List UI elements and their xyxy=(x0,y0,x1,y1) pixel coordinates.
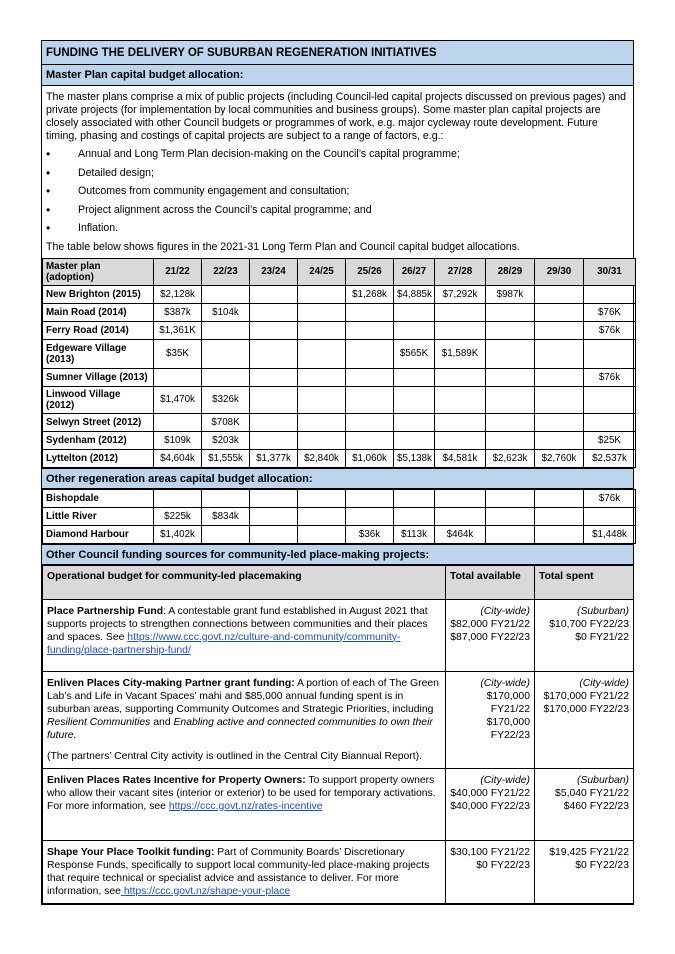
budget-cell: $113k xyxy=(394,525,435,543)
table-row xyxy=(43,413,636,431)
budget-cell: $203k xyxy=(202,431,250,449)
budget-cell xyxy=(250,525,298,543)
budget-cell: $25K xyxy=(584,431,636,449)
table-header-row xyxy=(43,258,636,285)
budget-cell: $708K xyxy=(202,413,250,431)
table-row xyxy=(43,840,634,903)
fund-link[interactable]: https://www.ccc.govt.nz/culture-and-community/community-funding/place-partnership-fund/ xyxy=(47,631,401,656)
fund-title: Shape Your Place Toolkit funding: xyxy=(47,846,215,858)
budget-cell xyxy=(202,525,250,543)
budget-cell xyxy=(202,368,250,386)
budget-cell: $5,138k xyxy=(394,449,435,467)
amount-value: $0 FY22/23 xyxy=(476,859,530,871)
budget-cell xyxy=(346,386,394,413)
budget-cell xyxy=(154,413,202,431)
fund-description xyxy=(43,671,446,768)
total-available-cell xyxy=(446,768,535,840)
fund-text: and xyxy=(150,716,174,728)
budget-cell: $565K xyxy=(394,339,435,368)
budget-cell xyxy=(250,368,298,386)
table-row xyxy=(43,431,636,449)
amount-value: $0 FY22/23 xyxy=(575,859,629,871)
row-label: New Brighton (2015) xyxy=(43,285,154,303)
amount-value: $40,000 FY22/23 xyxy=(450,800,530,812)
table-row xyxy=(43,285,636,303)
budget-cell xyxy=(394,489,435,507)
fund-text: Part of Community Boards’ Discretionary Response Funds, specifically to support local community-led place-making projects that require technical or specialist advice and assistance to deliver. For more information, see xyxy=(47,846,430,897)
budget-cell xyxy=(346,431,394,449)
fund-title: Enliven Places City-making Partner grant funding: xyxy=(47,677,295,689)
budget-cell xyxy=(394,413,435,431)
budget-cell: $2,623k xyxy=(486,449,535,467)
budget-cell xyxy=(298,386,346,413)
budget-cell: $36k xyxy=(346,525,394,543)
fund-text: A portion of each of The Green Lab’s and Life in Vacant Spaces’ mahi and $85,000 annual funding spent is in suburban areas, supporting Community Outcomes and Strategic Priorities, including xyxy=(47,677,439,715)
header-cell: 27/28 xyxy=(435,258,486,285)
fund-link[interactable]: https://ccc.govt.nz/rates-incentive xyxy=(168,800,323,812)
budget-cell xyxy=(486,431,535,449)
scope-label: (Suburban) xyxy=(577,774,629,786)
row-label: Linwood Village (2012) xyxy=(43,386,154,413)
budget-cell xyxy=(435,321,486,339)
budget-cell xyxy=(394,368,435,386)
budget-cell xyxy=(435,431,486,449)
budget-cell xyxy=(298,525,346,543)
budget-cell xyxy=(202,339,250,368)
row-label: Sumner Village (2013) xyxy=(43,368,154,386)
budget-cell: $326k xyxy=(202,386,250,413)
budget-cell xyxy=(298,285,346,303)
budget-cell: $2,128k xyxy=(154,285,202,303)
other-areas-table xyxy=(42,489,636,544)
table-row xyxy=(43,386,636,413)
budget-cell xyxy=(486,303,535,321)
budget-cell xyxy=(535,368,584,386)
intro-block xyxy=(42,86,633,238)
budget-cell: $4,581k xyxy=(435,449,486,467)
budget-cell xyxy=(486,489,535,507)
total-available-cell xyxy=(446,671,535,768)
intro-paragraph: The master plans comprise a mix of public projects (including Council-led capital projects discussed on previous pages) and private projects (for implementation by local communities and business groups). Some master plan capital projects are closely associated with other Council budgets or programmes of work, e.g. major cycleway route development. Future timing, phasing and costings of capital projects are subject to a range of factors, e.g.: xyxy=(46,91,626,142)
budget-cell: $1,268k xyxy=(346,285,394,303)
budget-cell: $1,589K xyxy=(435,339,486,368)
budget-cell xyxy=(298,489,346,507)
budget-cell xyxy=(394,507,435,525)
list-item: • Detailed design; xyxy=(46,164,629,183)
budget-cell xyxy=(535,525,584,543)
total-spent-cell xyxy=(535,671,634,768)
scope-label: (City-wide) xyxy=(579,677,629,689)
table-note: The table below shows figures in the 2021-31 Long Term Plan and Council capital budget allocations. xyxy=(46,240,520,253)
row-label: Selwyn Street (2012) xyxy=(43,413,154,431)
budget-cell: $1,402k xyxy=(154,525,202,543)
budget-cell xyxy=(486,386,535,413)
budget-cell xyxy=(394,321,435,339)
total-spent-cell xyxy=(535,840,634,903)
amount-value: $40,000 FY21/22 xyxy=(450,787,530,799)
fund-title: Enliven Places Rates Incentive for Property Owners: xyxy=(47,774,306,786)
budget-cell xyxy=(394,386,435,413)
table-row xyxy=(43,489,636,507)
fund-title: Place Partnership Fund xyxy=(47,605,164,617)
header-cell: Total spent xyxy=(535,565,634,599)
amount-value: $170,000 FY22/23 xyxy=(543,703,629,715)
budget-cell xyxy=(154,368,202,386)
budget-cell xyxy=(346,489,394,507)
budget-cell xyxy=(298,339,346,368)
budget-cell xyxy=(535,339,584,368)
header-cell: Master plan (adoption) xyxy=(43,258,154,285)
amount-value: $87,000 FY22/23 xyxy=(450,631,530,643)
budget-cell xyxy=(535,413,584,431)
row-label: Little River xyxy=(43,507,154,525)
budget-cell xyxy=(435,489,486,507)
header-cell: Total available xyxy=(446,565,535,599)
table-row xyxy=(43,768,634,840)
list-item: • Inflation. xyxy=(46,219,629,238)
budget-cell xyxy=(298,303,346,321)
table-row xyxy=(43,449,636,467)
budget-cell xyxy=(346,507,394,525)
table-row xyxy=(43,599,634,671)
budget-cell xyxy=(435,413,486,431)
budget-cell xyxy=(486,413,535,431)
budget-cell xyxy=(346,339,394,368)
budget-cell xyxy=(346,303,394,321)
list-item: • Project alignment across the Council’s capital programme; and xyxy=(46,201,629,220)
budget-cell: $4,604k xyxy=(154,449,202,467)
budget-cell xyxy=(435,386,486,413)
budget-cell xyxy=(250,303,298,321)
total-spent-cell xyxy=(535,768,634,840)
budget-cell: $109k xyxy=(154,431,202,449)
budget-cell xyxy=(535,507,584,525)
amount-value: $19,425 FY21/22 xyxy=(549,846,629,858)
budget-cell xyxy=(435,303,486,321)
header-cell: 29/30 xyxy=(535,258,584,285)
total-available-cell xyxy=(446,599,535,671)
budget-cell: $834k xyxy=(202,507,250,525)
section-heading-council-funding: Other Council funding sources for community-led place-making projects: xyxy=(42,544,633,565)
budget-cell xyxy=(298,507,346,525)
funding-frame xyxy=(41,40,634,905)
budget-cell: $35K xyxy=(154,339,202,368)
budget-cell xyxy=(250,507,298,525)
budget-cell: $104k xyxy=(202,303,250,321)
row-label: Lyttelton (2012) xyxy=(43,449,154,467)
amount-value: $30,100 FY21/22 xyxy=(450,846,530,858)
budget-cell xyxy=(298,413,346,431)
budget-cell: $387k xyxy=(154,303,202,321)
scope-label: (Suburban) xyxy=(577,605,629,617)
scope-label: (City-wide) xyxy=(480,774,530,786)
total-spent-cell xyxy=(535,599,634,671)
budget-cell xyxy=(250,413,298,431)
row-label: Edgeware Village (2013) xyxy=(43,339,154,368)
budget-cell xyxy=(584,285,636,303)
budget-cell xyxy=(298,431,346,449)
amount-value: $0 FY21/22 xyxy=(575,631,629,643)
budget-cell xyxy=(486,368,535,386)
budget-cell xyxy=(154,489,202,507)
budget-cell xyxy=(202,285,250,303)
budget-cell xyxy=(535,321,584,339)
budget-cell: $987k xyxy=(486,285,535,303)
budget-cell xyxy=(250,339,298,368)
budget-cell xyxy=(535,489,584,507)
fund-note: (The partners’ Central City activity is outlined in the Central City Biannual Report). xyxy=(47,750,422,762)
row-label: Bishopdale xyxy=(43,489,154,507)
budget-cell xyxy=(535,431,584,449)
budget-cell xyxy=(486,321,535,339)
budget-cell: $4,885k xyxy=(394,285,435,303)
budget-cell: $2,760k xyxy=(535,449,584,467)
header-cell: 22/23 xyxy=(202,258,250,285)
row-label: Ferry Road (2014) xyxy=(43,321,154,339)
table-header-row xyxy=(43,565,634,599)
header-cell: 24/25 xyxy=(298,258,346,285)
budget-cell xyxy=(435,368,486,386)
fund-description xyxy=(43,599,446,671)
amount-value: $5,040 FY21/22 xyxy=(555,787,629,799)
scope-label: (City-wide) xyxy=(480,605,530,617)
budget-cell xyxy=(298,321,346,339)
budget-cell: $2,537k xyxy=(584,449,636,467)
header-cell: 28/29 xyxy=(486,258,535,285)
budget-cell xyxy=(250,489,298,507)
budget-cell xyxy=(394,303,435,321)
budget-cell xyxy=(250,431,298,449)
list-item: • Outcomes from community engagement and consultation; xyxy=(46,182,629,201)
section-heading-other-areas: Other regeneration areas capital budget allocation: xyxy=(42,468,633,489)
budget-cell xyxy=(394,431,435,449)
table-row xyxy=(43,368,636,386)
budget-cell: $1,470k xyxy=(154,386,202,413)
scope-label: (City-wide) xyxy=(480,677,530,689)
amount-value: $170,000 FY21/22 xyxy=(543,690,629,702)
budget-cell xyxy=(250,386,298,413)
budget-cell xyxy=(435,507,486,525)
budget-cell xyxy=(584,507,636,525)
section-heading-master-plan: Master Plan capital budget allocation: xyxy=(42,65,633,86)
row-label: Sydenham (2012) xyxy=(43,431,154,449)
amount-value: $82,000 FY21/22 xyxy=(450,618,530,630)
budget-cell xyxy=(584,386,636,413)
fund-emphasis: Resilient Communities xyxy=(47,716,151,728)
budget-cell xyxy=(346,368,394,386)
budget-cell xyxy=(535,285,584,303)
fund-description xyxy=(43,840,446,903)
fund-link[interactable]: https://ccc.govt.nz/shape-your-place xyxy=(120,885,291,897)
header-cell: 23/24 xyxy=(250,258,298,285)
budget-cell: $1,361K xyxy=(154,321,202,339)
budget-cell: $464k xyxy=(435,525,486,543)
budget-cell: $2,840k xyxy=(298,449,346,467)
row-label: Diamond Harbour xyxy=(43,525,154,543)
budget-cell xyxy=(202,489,250,507)
fund-description xyxy=(43,768,446,840)
header-cell: Operational budget for community-led placemaking xyxy=(43,565,446,599)
table-row xyxy=(43,507,636,525)
total-available-cell xyxy=(446,840,535,903)
budget-cell xyxy=(250,321,298,339)
header-cell: 25/26 xyxy=(346,258,394,285)
budget-cell xyxy=(535,303,584,321)
budget-cell xyxy=(486,339,535,368)
budget-cell xyxy=(486,525,535,543)
amount-value: $170,000 FY22/23 xyxy=(486,716,530,741)
list-item: • Annual and Long Term Plan decision-making on the Council’s capital programme; xyxy=(46,145,629,164)
budget-cell: $76K xyxy=(584,303,636,321)
header-cell: 21/22 xyxy=(154,258,202,285)
budget-cell xyxy=(250,285,298,303)
table-row xyxy=(43,339,636,368)
table-row xyxy=(43,321,636,339)
budget-cell xyxy=(298,368,346,386)
budget-cell: $1,060k xyxy=(346,449,394,467)
page-title: FUNDING THE DELIVERY OF SUBURBAN REGENERATION INITIATIVES xyxy=(42,41,633,65)
fund-text: : A contestable grant fund established in August 2021 that supports projects to strengthen connections between communities and their places and spaces. See xyxy=(47,605,428,643)
budget-cell: $76k xyxy=(584,321,636,339)
header-cell: 30/31 xyxy=(584,258,636,285)
table-row xyxy=(43,525,636,543)
amount-value: $170,000 FY21/22 xyxy=(486,690,530,715)
fund-emphasis: Enabling active and connected communities to own their future. xyxy=(47,716,433,741)
budget-cell xyxy=(584,339,636,368)
row-label: Main Road (2014) xyxy=(43,303,154,321)
funding-sources-table xyxy=(42,565,634,904)
budget-cell xyxy=(535,386,584,413)
budget-cell xyxy=(584,413,636,431)
header-cell: 26/27 xyxy=(394,258,435,285)
budget-cell: $1,377k xyxy=(250,449,298,467)
amount-value: $10,700 FY22/23 xyxy=(549,618,629,630)
factor-list xyxy=(46,145,629,238)
budget-cell: $225k xyxy=(154,507,202,525)
budget-cell xyxy=(202,321,250,339)
table-row xyxy=(43,671,634,768)
budget-cell: $1,448k xyxy=(584,525,636,543)
fund-text: To support property owners who allow their vacant sites (interior or exterior) to be used for temporary activations. For more information, see xyxy=(47,774,436,812)
budget-cell: $1,555k xyxy=(202,449,250,467)
budget-cell: $76k xyxy=(584,489,636,507)
capital-budget-table xyxy=(42,258,636,468)
budget-cell xyxy=(346,413,394,431)
budget-cell: $7,292k xyxy=(435,285,486,303)
budget-cell xyxy=(346,321,394,339)
budget-cell xyxy=(486,507,535,525)
table-row xyxy=(43,303,636,321)
budget-cell: $76k xyxy=(584,368,636,386)
amount-value: $460 FY22/23 xyxy=(563,800,629,812)
